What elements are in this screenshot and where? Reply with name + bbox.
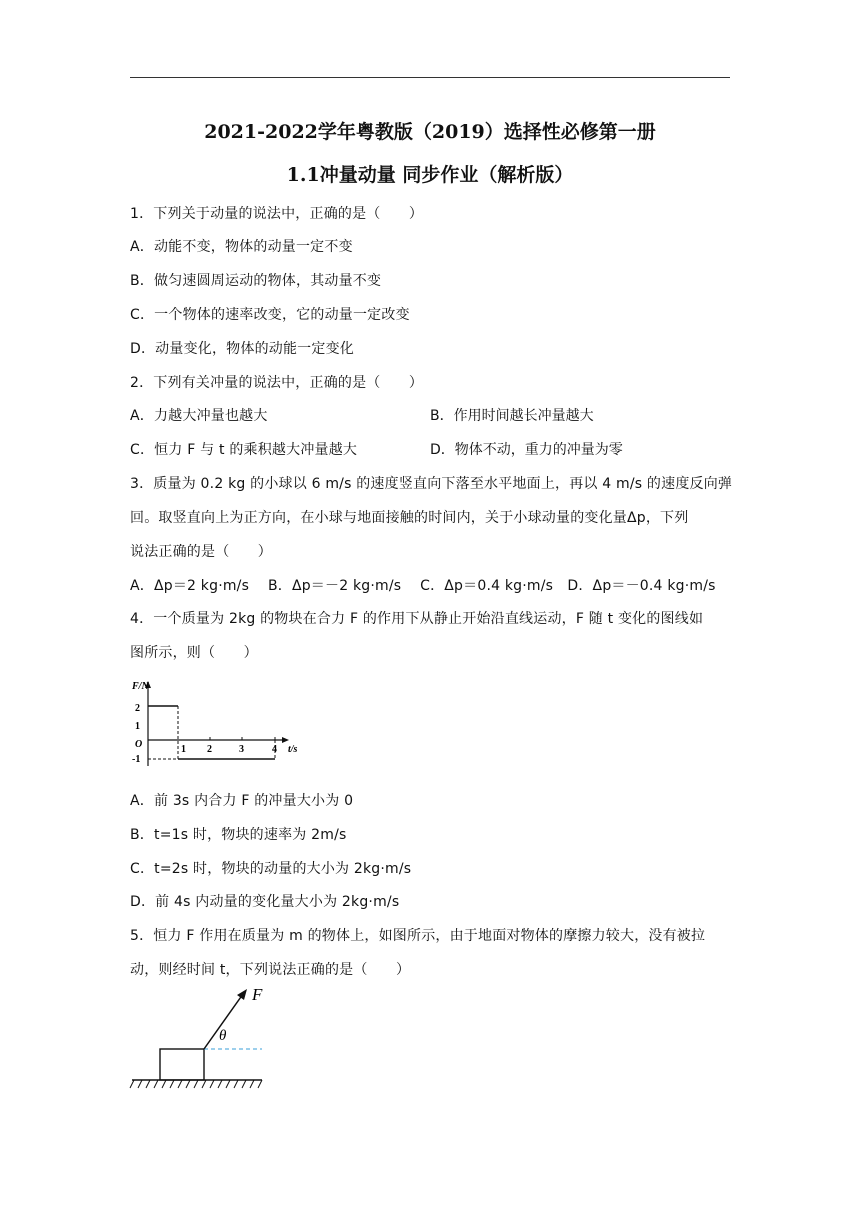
q4-option-d: D．前 4s 内动量的变化量大小为 2kg·m/s [130, 894, 400, 910]
q4-option-a: A．前 3s 内合力 F 的冲量大小为 0 [130, 793, 354, 809]
x-axis-label: t/s [288, 744, 298, 755]
q4-stem-line-1: 4．一个质量为 2kg 的物块在合力 F 的作用下从静止开始沿直线运动，F 随 t 变化的图线如 [130, 611, 704, 627]
q4-option-c: C．t=2s 时，物块的动量的大小为 2kg·m/s [130, 861, 412, 877]
q2-option-d: D．物体不动，重力的冲量为零 [430, 442, 623, 458]
x-axis-arrow [282, 737, 289, 743]
q3-stem-line-1: 3．质量为 0.2 kg 的小球以 6 m/s 的速度竖直向下落至水平地面上，再以 4 m/s 的速度反向弹 [130, 476, 733, 492]
y-tick-2: 2 [135, 703, 140, 714]
ground-hatching [130, 1080, 262, 1088]
force-time-graph [130, 676, 310, 771]
x-tick-3: 3 [239, 744, 244, 755]
q3-stem-line-3: 说法正确的是（ ） [130, 544, 272, 560]
q5-stem-line-2: 动，则经时间 t，下列说法正确的是（ ） [130, 962, 411, 978]
q5-stem-line-1: 5．恒力 F 作用在质量为 m 的物体上，如图所示，由于地面对物体的摩擦力较大，没有被拉 [130, 928, 706, 944]
q3-stem-line-2: 回。取竖直向上为正方向，在小球与地面接触的时间内，关于小球动量的变化量Δp，下列 [130, 510, 689, 526]
block-force-figure [128, 982, 278, 1097]
document-title: 2021-2022学年粤教版（2019）选择性必修第一册 [204, 121, 656, 143]
q1-option-a: A．动能不变，物体的动量一定不变 [130, 239, 353, 255]
block [160, 1049, 204, 1080]
q2-stem: 2．下列有关冲量的说法中，正确的是（ ） [130, 375, 424, 391]
q2-option-c: C．恒力 F 与 t 的乘积越大冲量越大 [130, 442, 358, 458]
x-tick-2: 2 [207, 744, 212, 755]
x-tick-4: 4 [272, 744, 277, 755]
q4-stem-line-2: 图所示，则（ ） [130, 645, 258, 661]
header-rule [130, 77, 730, 78]
q1-stem: 1．下列关于动量的说法中，正确的是（ ） [130, 206, 424, 222]
q2-option-a: A．力越大冲量也越大 [130, 408, 268, 424]
q4-option-b: B．t=1s 时，物块的速率为 2m/s [130, 827, 347, 843]
y-axis-label: F/N [132, 681, 149, 692]
force-arrow-head [237, 989, 247, 1000]
origin-label: O [135, 739, 143, 750]
q1-option-c: C．一个物体的速率改变，它的动量一定改变 [130, 307, 410, 323]
x-tick-1: 1 [181, 744, 186, 755]
q3-options: A．Δp＝2 kg·m/s B．Δp＝－2 kg·m/s C．Δp＝0.4 kg·m/s D．Δp＝－0.4 kg·m/s [130, 578, 716, 594]
angle-label: θ [219, 1028, 227, 1044]
document-subtitle: 1.1冲量动量 同步作业（解析版） [286, 164, 574, 186]
y-tick-neg1: -1 [132, 754, 141, 765]
y-tick-1: 1 [135, 721, 140, 732]
q1-option-d: D．动量变化，物体的动能一定变化 [130, 341, 354, 357]
q2-option-b: B．作用时间越长冲量越大 [430, 408, 594, 424]
force-label: F [252, 985, 263, 1004]
q1-option-b: B．做匀速圆周运动的物体，其动量不变 [130, 273, 382, 289]
